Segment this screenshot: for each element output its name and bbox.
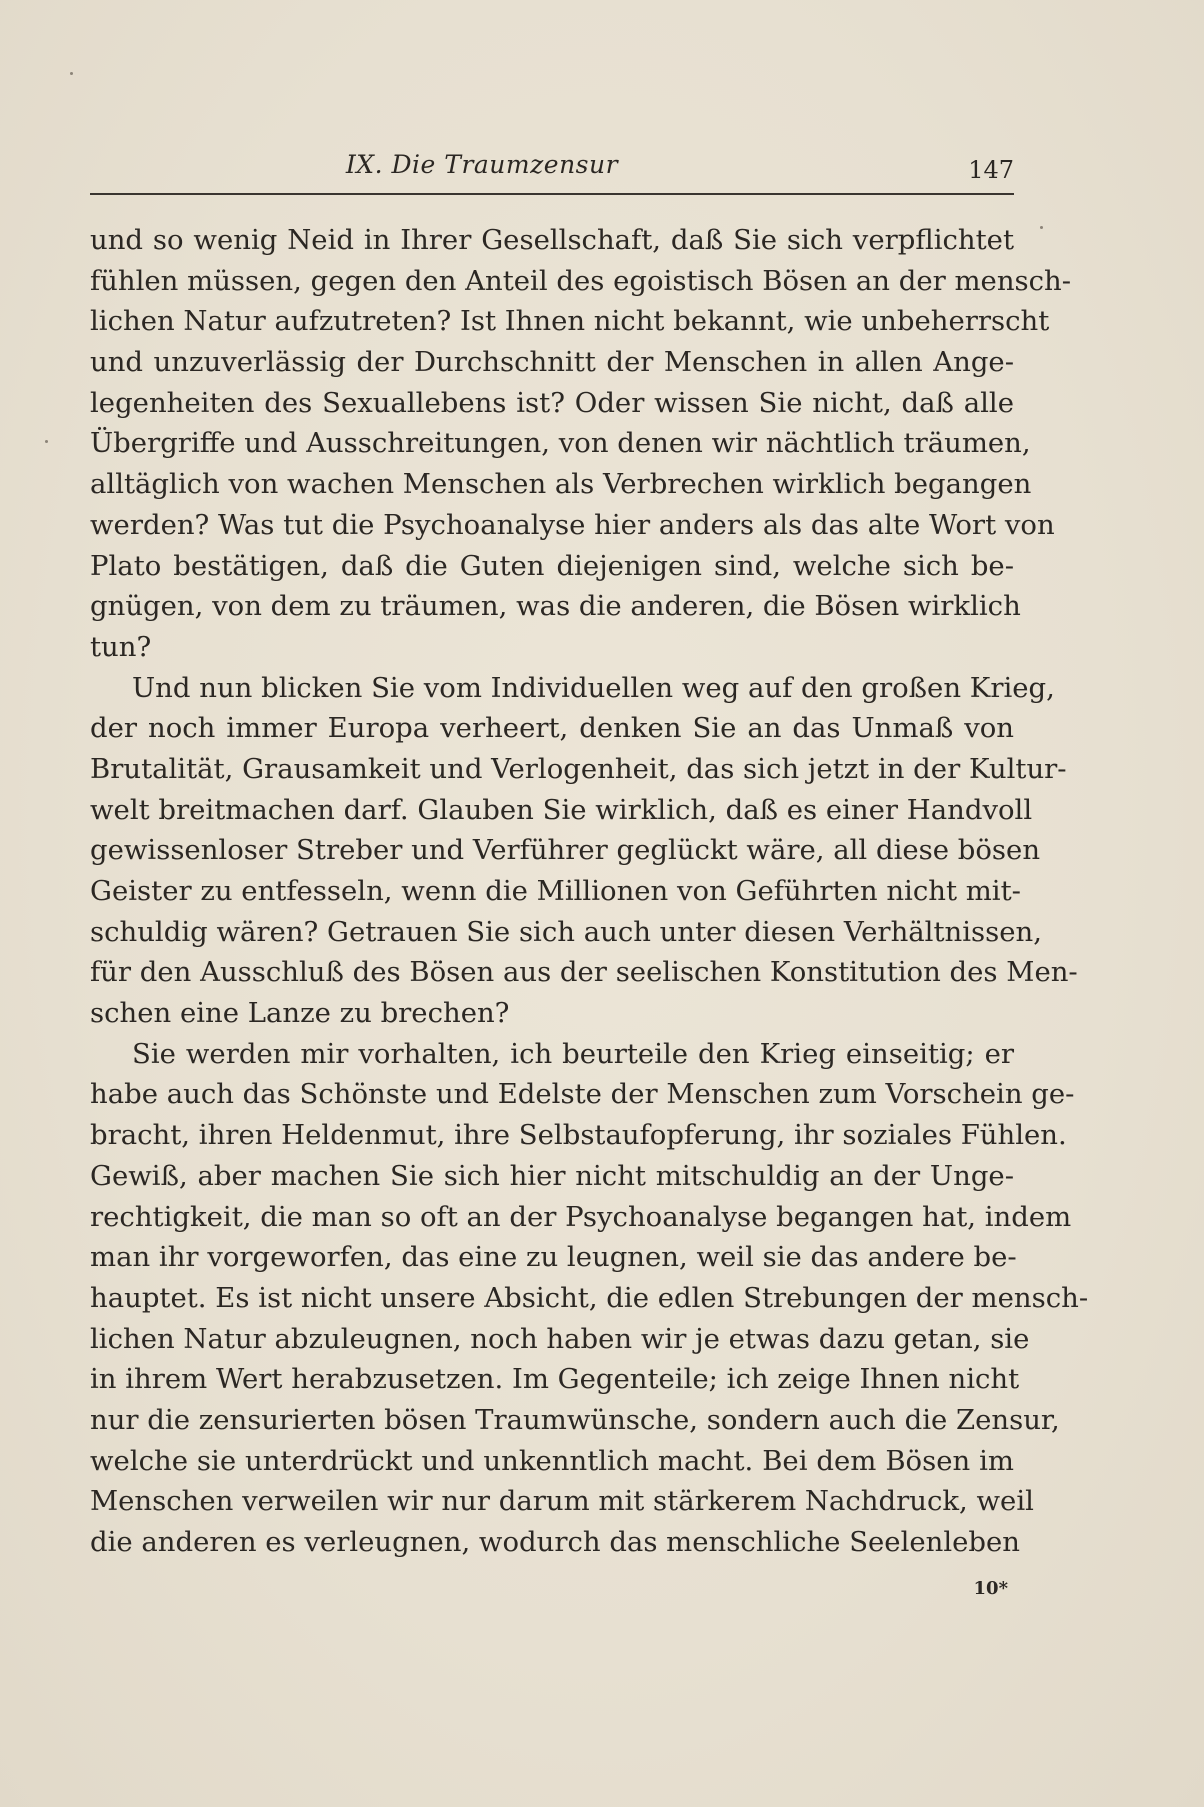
text-line: und unzuverlässig der Durchschnitt der Menschen in allen Ange-: [90, 346, 1014, 379]
header-rule: [90, 193, 1014, 195]
text-line: Übergriffe und Ausschreitungen, von denen wir nächtlich träumen,: [90, 427, 1031, 460]
text-line: fühlen müssen, gegen den Anteil des egoistisch Bösen an der mensch-: [90, 264, 1072, 297]
text-line: tun?: [90, 630, 152, 663]
text-line: lichen Natur aufzutreten? Ist Ihnen nicht bekannt, wie unbeherrscht: [90, 305, 1050, 338]
paper-speck: [1040, 226, 1043, 229]
chapter-title: IX. Die Traumzensur: [345, 150, 619, 179]
text-line: der noch immer Europa verheert, denken Sie an das Unmaß von: [90, 712, 1014, 745]
text-line: man ihr vorgeworfen, das eine zu leugnen, weil sie das andere be-: [90, 1241, 1017, 1274]
body-text: [90, 220, 1089, 1563]
signature-mark: 10*: [973, 1578, 1008, 1599]
text-line: gnügen, von dem zu träumen, was die anderen, die Bösen wirklich: [90, 590, 1021, 623]
text-line: in ihrem Wert herabzusetzen. Im Gegenteile; ich zeige Ihnen nicht: [90, 1363, 1020, 1396]
text-line: Gewiß, aber machen Sie sich hier nicht mitschuldig an der Unge-: [90, 1159, 1014, 1192]
text-line: Plato bestätigen, daß die Guten diejenigen sind, welche sich be-: [90, 549, 1014, 582]
text-line: habe auch das Schönste und Edelste der Menschen zum Vorschein ge-: [90, 1078, 1075, 1111]
paper-speck: [70, 72, 73, 75]
text-line: und so wenig Neid in Ihrer Gesellschaft, daß Sie sich verpflichtet: [90, 224, 1014, 256]
text-line: gewissenloser Streber und Verführer geglückt wäre, all diese bösen: [90, 834, 1041, 867]
text-line: die anderen es verleugnen, wodurch das menschliche Seelenleben: [90, 1526, 1021, 1558]
text-line: rechtigkeit, die man so oft an der Psychoanalyse begangen hat, indem: [90, 1200, 1072, 1233]
text-line: schuldig wären? Getrauen Sie sich auch unter diesen Verhältnissen,: [90, 915, 1042, 948]
text-line: für den Ausschluß des Bösen aus der seelischen Konstitution des Men-: [90, 956, 1078, 989]
text-line: Und nun blicken Sie vom Individuellen weg auf den großen Krieg,: [132, 671, 1055, 704]
text-line: schen eine Lanze zu brechen?: [90, 997, 510, 1030]
text-line: Geister zu entfesseln, wenn die Millionen von Geführten nicht mit-: [90, 875, 1021, 907]
text-line: Sie werden mir vorhalten, ich beurteile den Krieg einseitig; er: [132, 1037, 1014, 1070]
text-line: welche sie unterdrückt und unkenntlich macht. Bei dem Bösen im: [90, 1444, 1014, 1477]
page-number: 147: [968, 156, 1014, 184]
text-line: Menschen verweilen wir nur darum mit stärkerem Nachdruck, weil: [90, 1485, 1034, 1518]
text-line: alltäglich von wachen Menschen als Verbrechen wirklich begangen: [90, 468, 1032, 501]
text-line: Brutalität, Grausamkeit und Verlogenheit, das sich jetzt in der Kultur-: [90, 752, 1067, 785]
text-line: lichen Natur abzuleugnen, noch haben wir je etwas dazu getan, sie: [90, 1322, 1030, 1355]
running-head: [90, 150, 1014, 190]
text-line: legenheiten des Sexuallebens ist? Oder wissen Sie nicht, daß alle: [90, 386, 1014, 419]
text-line: welt breitmachen darf. Glauben Sie wirklich, daß es einer Handvoll: [90, 793, 1033, 826]
paper-speck: [45, 440, 48, 443]
text-line: werden? Was tut die Psychoanalyse hier anders als das alte Wort von: [90, 508, 1055, 541]
text-line: nur die zensurierten bösen Traumwünsche, sondern auch die Zensur,: [90, 1403, 1060, 1436]
text-line: bracht, ihren Heldenmut, ihre Selbstaufopferung, ihr soziales Fühlen.: [90, 1119, 1067, 1152]
text-line: hauptet. Es ist nicht unsere Absicht, die edlen Strebungen der mensch-: [90, 1281, 1089, 1314]
